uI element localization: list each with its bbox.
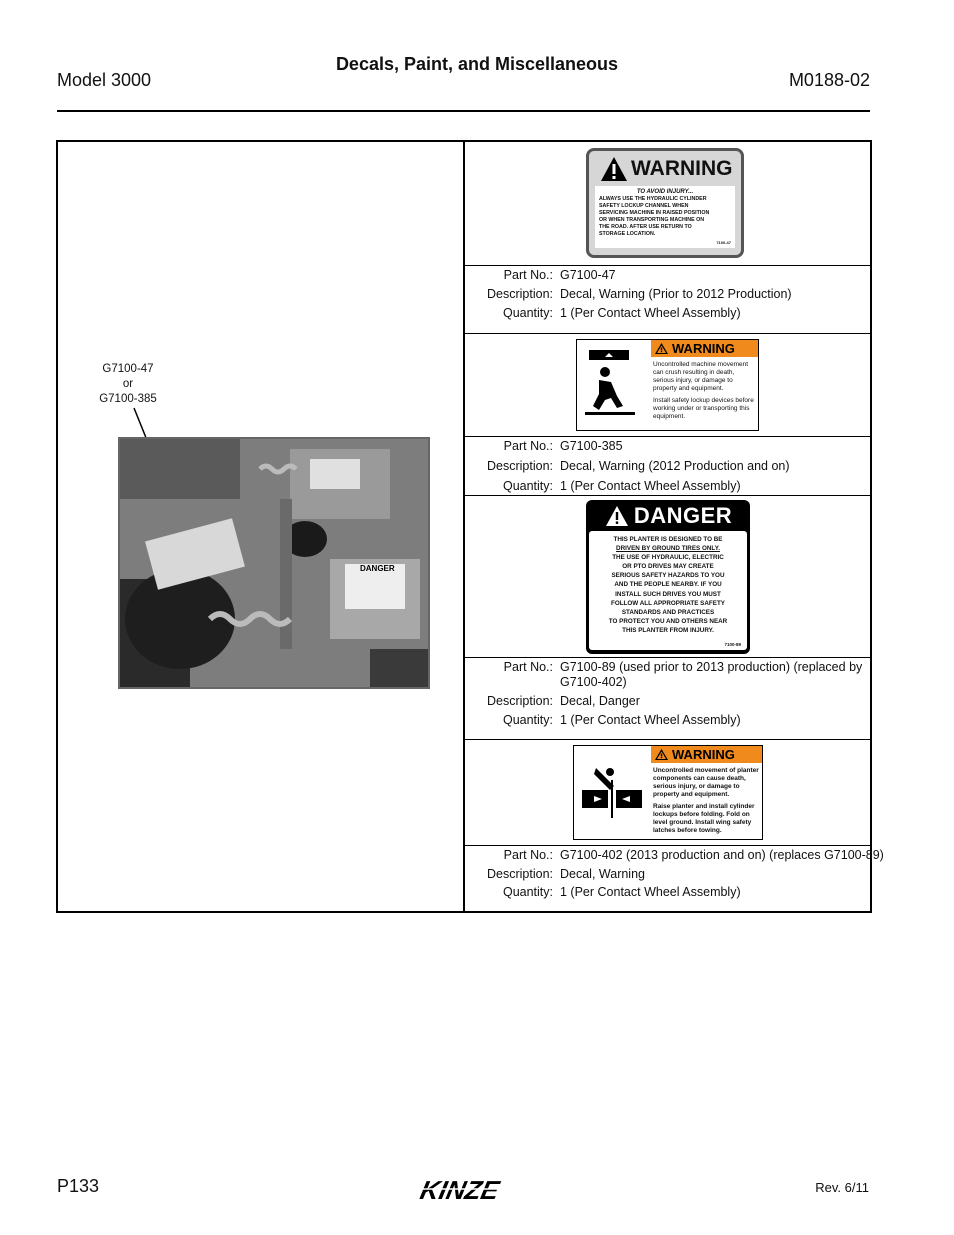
part-no-label: Part No.:	[503, 268, 553, 282]
kinze-logo	[402, 1175, 524, 1205]
row-rule	[465, 436, 870, 437]
decal-danger-g7100-89	[586, 500, 750, 654]
header-rule	[57, 110, 870, 112]
decal-text-2: Install safety lockup devices before working under or transporting this equipment.	[653, 397, 754, 420]
callout-line-3: G7100-385	[99, 393, 157, 405]
row-rule	[465, 657, 870, 658]
callout-line-2: or	[122, 378, 134, 390]
decal-line: FOLLOW ALL APPROPRIATE SAFETY	[610, 599, 726, 607]
decal-heading: WARNING	[631, 157, 733, 180]
machine-photo	[118, 437, 430, 689]
quantity-label: Quantity:	[502, 713, 553, 727]
decal-line: OR PTO DRIVES MAY CREATE	[622, 563, 714, 571]
decal-heading: DANGER	[633, 503, 733, 528]
decal-line: STORAGE LOCATION.	[599, 231, 656, 237]
row-rule	[465, 739, 870, 740]
description-label: Description:	[487, 867, 553, 881]
part-no-value: G7100-402 (2013 production and on) (replaces G7100-89)	[560, 848, 884, 862]
decal-code: 7100-47	[716, 240, 731, 245]
description-label: Description:	[487, 287, 553, 301]
decal-warning-g7100-47	[586, 148, 744, 258]
decal-line: SERVICING MACHINE IN RAISED POSITION	[599, 210, 710, 216]
decal-line: TO AVOID INJURY...	[636, 189, 694, 195]
part-no-value: G7100-385	[560, 439, 623, 453]
decal-text-1: Uncontrolled movement of planter components can cause death, serious injury, or damage to property and equipment.	[653, 767, 759, 798]
description-label: Description:	[487, 694, 553, 708]
decal-line: INSTALL SUCH DRIVES YOU MUST	[615, 590, 721, 598]
decal-line: DRIVEN BY GROUND TIRES ONLY.	[616, 545, 720, 553]
decal-line: OR WHEN TRANSPORTING MACHINE ON	[599, 217, 705, 223]
decal-line: AND THE PEOPLE NEARBY. IF YOU	[614, 581, 722, 589]
decal-line: THIS PLANTER IS DESIGNED TO BE	[613, 536, 723, 543]
quantity-label: Quantity:	[502, 479, 553, 493]
decal-heading: WARNING	[672, 341, 735, 356]
decal-text-2: Raise planter and install cylinder lockups before folding. Fold on level ground. Install wing safety latches before towing.	[653, 803, 755, 834]
column-divider	[463, 142, 465, 911]
page-number: P133	[57, 1176, 100, 1196]
part-no-value: G7100-47	[560, 268, 616, 282]
photo-illustration	[120, 439, 428, 687]
decal-line: SAFETY LOCKUP CHANNEL WHEN	[599, 203, 689, 209]
part-no-label: Part No.:	[503, 660, 553, 674]
description-value: Decal, Warning (Prior to 2012 Production)	[560, 287, 792, 301]
page-title: Decals, Paint, and Miscellaneous	[335, 54, 619, 74]
decal-heading: WARNING	[672, 747, 735, 762]
decal-text-1: Uncontrolled machine movement can crush resulting in death, serious injury, or damage to property and equipment.	[653, 361, 749, 392]
decal-line: THE ROAD. AFTER USE RETURN TO	[599, 224, 692, 230]
quantity-value: 1 (Per Contact Wheel Assembly)	[560, 479, 741, 493]
row-rule	[465, 333, 870, 334]
decal-line: TO PROTECT YOU AND OTHERS NEAR	[608, 617, 728, 625]
part-no-label: Part No.:	[503, 439, 553, 453]
part-no-value: G7100-89 (used prior to 2013 production) (replaced by G7100-402)	[560, 660, 863, 689]
quantity-value: 1 (Per Contact Wheel Assembly)	[560, 306, 741, 320]
manual-number: M0188-02	[788, 70, 870, 90]
model-label: Model 3000	[57, 70, 152, 90]
description-value: Decal, Warning (2012 Production and on)	[560, 459, 790, 473]
parts-table	[56, 140, 884, 913]
decal-code: 7100-89	[724, 641, 741, 647]
photo-decal-text: DANGER	[360, 564, 395, 573]
row-rule	[465, 495, 870, 496]
danger-triangle-icon	[604, 504, 630, 528]
quantity-value: 1 (Per Contact Wheel Assembly)	[560, 713, 741, 727]
decal-warning-g7100-402	[573, 745, 763, 840]
row-rule	[465, 265, 870, 266]
quantity-value: 1 (Per Contact Wheel Assembly)	[560, 885, 741, 899]
revision: Rev. 6/11	[815, 1180, 869, 1195]
callout-line-1: G7100-47	[102, 363, 154, 375]
warning-triangle-icon	[599, 155, 629, 183]
pinch-hazard-icon	[574, 746, 648, 839]
description-value: Decal, Danger	[560, 694, 640, 708]
warning-triangle-icon	[654, 342, 669, 355]
decal-line: THIS PLANTER FROM INJURY.	[622, 626, 714, 634]
description-value: Decal, Warning	[560, 867, 645, 881]
crush-hazard-icon	[577, 340, 647, 430]
row-rule	[465, 845, 870, 846]
decal-line: ALWAYS USE THE HYDRAULIC CYLINDER	[599, 196, 707, 202]
quantity-label: Quantity:	[502, 306, 553, 320]
part-no-label: Part No.:	[503, 848, 553, 862]
description-label: Description:	[487, 459, 553, 473]
quantity-label: Quantity:	[502, 885, 553, 899]
decal-warning-g7100-385	[576, 339, 759, 431]
decal-line: THE USE OF HYDRAULIC, ELECTRIC	[612, 554, 724, 562]
decal-line: STANDARDS AND PRACTICES	[621, 608, 715, 616]
logo-text: KINZE	[417, 1175, 502, 1205]
warning-triangle-icon	[654, 748, 669, 761]
decal-line: SERIOUS SAFETY HAZARDS TO YOU	[611, 572, 725, 580]
